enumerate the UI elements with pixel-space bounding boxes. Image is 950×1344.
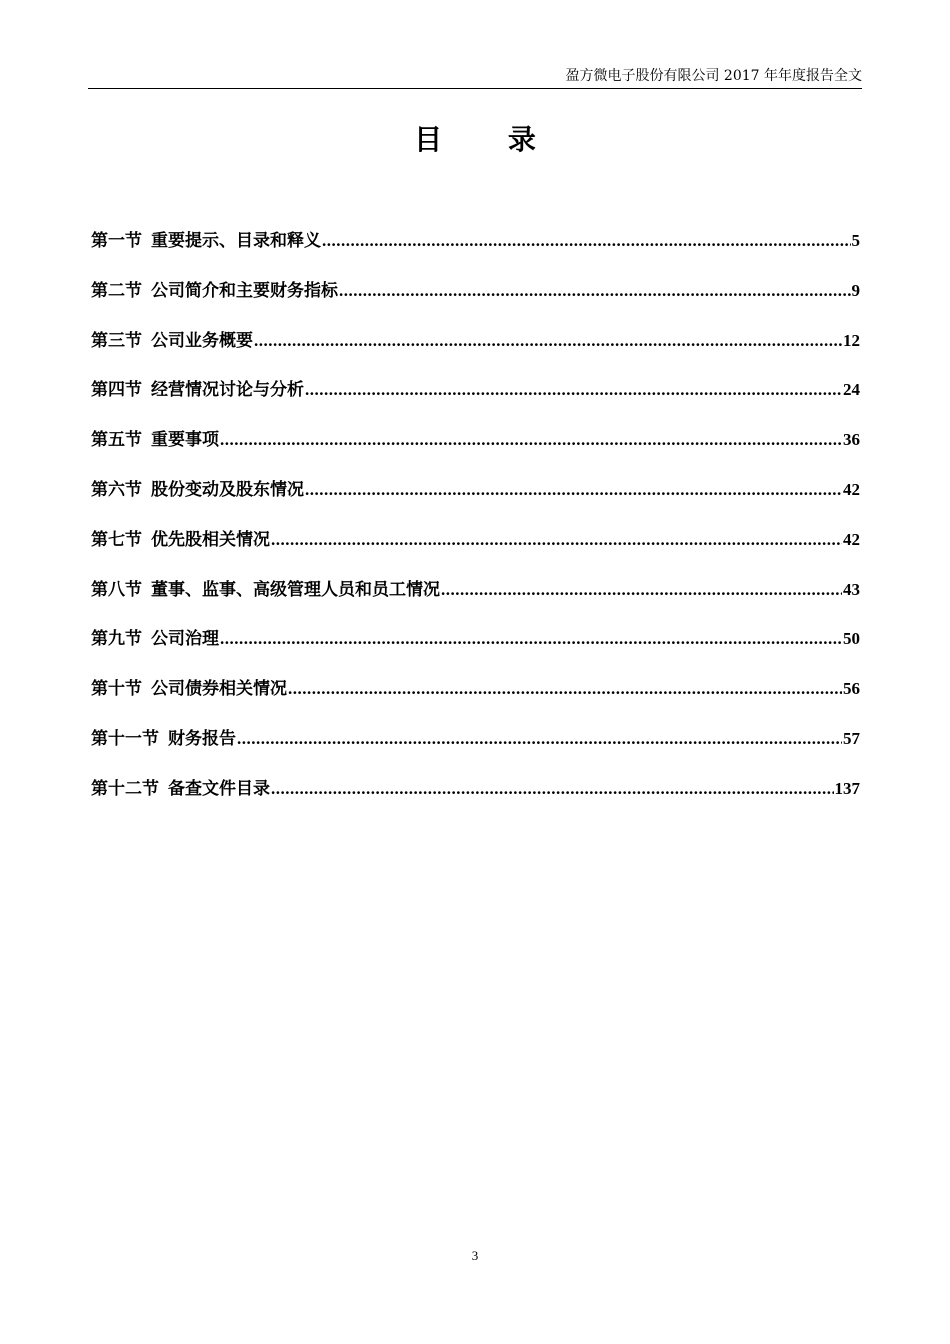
toc-section-title: 公司治理 bbox=[151, 629, 219, 650]
toc-page-number: 43 bbox=[843, 579, 860, 599]
toc-section-title: 备查文件目录 bbox=[168, 778, 270, 799]
toc-leader-dots bbox=[237, 729, 842, 749]
toc-entry[interactable] bbox=[91, 774, 860, 824]
toc-section-number: 第十二节 bbox=[91, 778, 159, 799]
toc-leader-dots bbox=[339, 281, 851, 301]
toc-section-title: 财务报告 bbox=[168, 728, 236, 749]
toc-section-number: 第五节 bbox=[91, 430, 142, 451]
toc-entry[interactable] bbox=[91, 276, 860, 326]
toc-section-title: 重要提示、目录和释义 bbox=[151, 231, 321, 251]
toc-entry[interactable] bbox=[91, 575, 860, 625]
toc-section-title: 公司简介和主要财务指标 bbox=[151, 280, 338, 301]
page-footer bbox=[0, 1248, 950, 1264]
toc-entry[interactable] bbox=[91, 326, 860, 376]
toc-leader-dots bbox=[441, 580, 842, 600]
toc-leader-dots bbox=[305, 480, 842, 500]
toc-section-title: 重要事项 bbox=[151, 430, 219, 451]
running-header bbox=[88, 66, 862, 89]
toc-leader-dots bbox=[271, 779, 834, 799]
toc-section-number: 第三节 bbox=[91, 330, 142, 351]
toc-page-number: 57 bbox=[843, 728, 860, 748]
toc-page-number: 24 bbox=[843, 380, 860, 400]
toc-section-number: 第七节 bbox=[91, 529, 142, 550]
toc-section-number: 第九节 bbox=[91, 629, 142, 650]
toc-entry[interactable] bbox=[91, 375, 860, 425]
toc-section-title: 公司业务概要 bbox=[151, 330, 253, 351]
toc-entry[interactable] bbox=[91, 674, 860, 724]
toc-section-number: 第四节 bbox=[91, 380, 142, 401]
toc-leader-dots bbox=[305, 380, 842, 400]
toc-leader-dots bbox=[220, 430, 842, 450]
toc-entry[interactable] bbox=[91, 724, 860, 774]
toc-section-title: 股份变动及股东情况 bbox=[151, 479, 304, 500]
toc-leader-dots bbox=[254, 331, 842, 351]
toc-leader-dots bbox=[288, 679, 842, 699]
toc-section-title: 公司债券相关情况 bbox=[151, 679, 287, 700]
toc-page-number: 42 bbox=[843, 529, 860, 549]
toc-leader-dots bbox=[322, 231, 851, 251]
running-title: 盈方微电子股份有限公司 2017 年年度报告全文 bbox=[565, 68, 862, 84]
toc-entry[interactable] bbox=[91, 475, 860, 525]
toc-page-number: 5 bbox=[851, 231, 860, 250]
toc-entry[interactable] bbox=[91, 525, 860, 575]
toc-entry[interactable] bbox=[91, 425, 860, 475]
toc-section-number: 第一节 bbox=[91, 231, 142, 251]
toc-leader-dots bbox=[220, 629, 842, 649]
toc-page-number: 137 bbox=[834, 778, 860, 798]
toc-section-number: 第十节 bbox=[91, 679, 142, 700]
toc-page-number: 12 bbox=[843, 330, 860, 350]
toc-section-title: 优先股相关情况 bbox=[151, 529, 270, 550]
table-of-contents bbox=[91, 226, 860, 824]
toc-leader-dots bbox=[271, 530, 842, 550]
toc-entry[interactable] bbox=[91, 624, 860, 674]
toc-page-number: 36 bbox=[843, 430, 860, 450]
toc-section-number: 第十一节 bbox=[91, 728, 159, 749]
toc-section-title: 经营情况讨论与分析 bbox=[151, 380, 304, 401]
page-title: 目 录 bbox=[414, 123, 564, 156]
toc-section-number: 第八节 bbox=[91, 579, 142, 600]
toc-section-title: 董事、监事、高级管理人员和员工情况 bbox=[151, 579, 440, 600]
toc-entry[interactable] bbox=[91, 226, 860, 276]
toc-section-number: 第二节 bbox=[91, 280, 142, 301]
toc-page-number: 42 bbox=[843, 479, 860, 499]
toc-section-number: 第六节 bbox=[91, 479, 142, 500]
toc-page-number: 9 bbox=[851, 280, 860, 300]
toc-page-number: 56 bbox=[843, 679, 860, 699]
toc-page-number: 50 bbox=[843, 629, 860, 649]
page-number: 3 bbox=[471, 1248, 479, 1263]
